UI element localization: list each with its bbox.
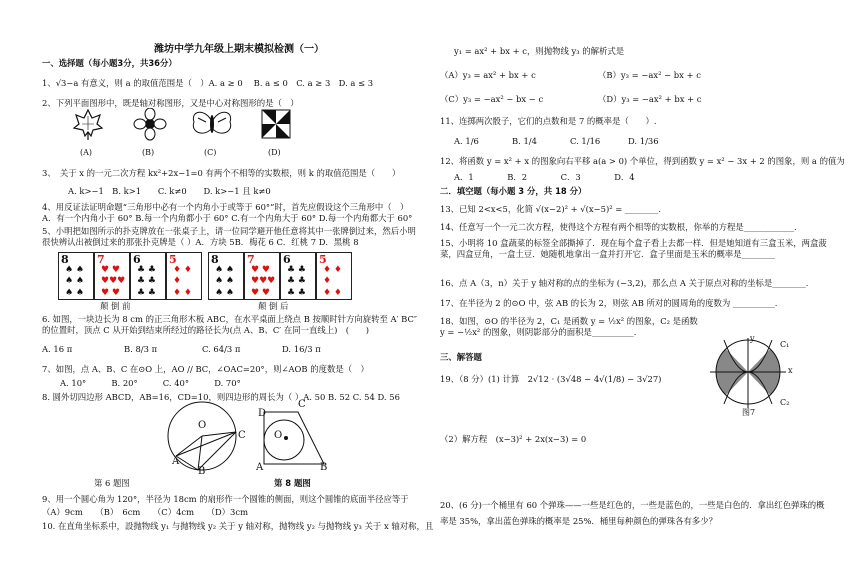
q10-continued: y₁ = ax² + bx + c，则抛物线 y₃ 的解析式是	[454, 46, 625, 56]
q6-option-c: C. 64/3 π	[202, 344, 241, 354]
question-11: 11、连掷两次骰子，它们的点数和是 7 的概率是（ ）.	[440, 116, 657, 126]
q2-label-b: (B)	[142, 148, 155, 157]
card-club-6-before: 6 ♣ ♣ ♣ ♣ ♣ ♣	[130, 252, 166, 300]
question-17: 17、在半径为 2 的⊙O 中，弦 AB 的长为 2，则弦 AB 所对的圆周角的度数为 __________.	[440, 298, 778, 308]
question-19-part-2: （2）解方程 (x−3)² + 2x(x−3) = 0	[440, 434, 587, 444]
q6-option-a: A. 16 π	[42, 344, 73, 354]
q11-option-a: A. 1/6	[454, 136, 479, 146]
question-14: 14、任意写一个一元二次方程，使得这个方程有两个相等的实数根，你举的方程是____________.	[440, 222, 797, 232]
section-1-heading: 一、选择题（每小题3分，共36分）	[42, 58, 177, 68]
question-12: 12、将函数 y = x² + x 的图象向右平移 a(a > 0) 个单位，得到函数 y = x² − 3x + 2 的图象，则 a 的值为	[440, 156, 845, 166]
question-10: 10. 在直角坐标系中，設抛物线 y₁ 与抛物线 y₂ 关于 y 轴对称，抛物线 y₂ 与抛物线 y₃ 关于 x 轴对称，且	[42, 521, 434, 531]
q11-option-b: B. 1/4	[512, 136, 537, 146]
fig8-label-b: B	[320, 462, 328, 473]
fig6-caption: 第 6 题图	[94, 478, 130, 488]
question-13: 13、已知 2<x<5，化简 √(x−2)² + √(x−5)² = ________.	[440, 204, 662, 214]
fig8-label-d: D	[258, 408, 267, 419]
card-diamond-5-after: 5 ♦ ♦ ♦ ♦ ♦	[316, 252, 352, 300]
card-spade-8-before: 8 ♠ ♠ ♠ ♠ ♠ ♠	[58, 252, 94, 300]
question-7: 7、如图，点 A、B、C 在⊙O 上，AO // BC，∠OAC=20°，则∠AOB 的度数是（ ）	[42, 364, 369, 374]
maple-leaf-icon	[74, 110, 102, 140]
butterfly-icon	[193, 112, 230, 133]
question-9: 9、用一个圆心角为 120°，半径为 18cm 的扇形作一个圆锥的侧面，则这个圆锥的底面半径应等于	[42, 494, 409, 504]
question-3: 3、 关于 x 的一元二次方程 kx²+2x−1=0 有两个不相等的实数根，则 k 的取值范围是（ ）	[42, 168, 401, 178]
question-20: 20、(6 分)一个桶里有 60 个弹珠——一些是红色的，一些是蓝色的，一些是白色的．拿出红色弹珠的概率是 35%，拿出蓝色弹珠的概率是 25%．桶里每种颜色的弹珠各有多少？	[440, 500, 825, 526]
fig7-label-c1: C₁	[780, 340, 790, 349]
question-6: 6. 如图，一块边长为 8 cm 的正三角形木板 ABC，在水平桌面上绕点 B 按顺时针方向旋转至 A′ BC″ 的位置时，顶点 C 从开始到结束所经过的路径长为(点 A、B、C′ 在同一直线上) ( )	[42, 314, 418, 335]
fig6-label-b: B	[198, 466, 206, 477]
fig7-label-x: x	[788, 366, 793, 375]
question-15: 15、小明将 10 盒蔬菜的标签全部撕掉了．现在每个盒子看上去都一样．但是她知道有三盒玉米，两盒菠菜，四盒豆角，一盒土豆．她随机地拿出一盒并打开它．盒子里面是玉米的概率是________	[440, 238, 827, 259]
question-5: 5、小明把如图所示的扑克牌放在一张桌子上，请一位同学避开他任意将其中一张牌倒过来，然后小明很快辨认出被倒过来的那张扑克牌是（ ）A．方块 5B．梅花 6 C．红桃 7 D．黑桃 8	[42, 226, 416, 247]
q6-option-d: D. 16/3 π	[282, 344, 321, 354]
page-title: 潍坊中学九年级上期末模拟检测（一）	[154, 44, 324, 55]
figure-8-quadrilateral	[258, 406, 348, 470]
question-19-part-1: 19、（8 分）(1) 计算 2√12 · (3√48 − 4√(1/8) − 3√27)	[440, 374, 662, 384]
q2-label-c: (C)	[204, 148, 217, 157]
q2-figures	[70, 108, 310, 148]
question-1: 1、√3−a 有意义，则 a 的取值范围是（ ）A. a ≥ 0 B. a ≤ 0 C. a ≥ 3 D. a ≤ 3	[42, 78, 374, 88]
cards-before-label: 颠 倒 前	[100, 301, 131, 311]
left-column	[42, 0, 434, 588]
figure-7-parabolas	[710, 338, 786, 408]
fig6-label-c: C	[238, 430, 246, 441]
question-16: 16、点 A（3，n）关于 y 轴对称的点的坐标为 (−3,2)，那么点 A 关于原点对称的坐标是________.	[440, 278, 809, 288]
question-8: 8. 圆外切四边形 ABCD，AB=16，CD=10，则四边形的周长为（ ）A. 50 B. 52 C. 54 D. 56	[42, 392, 400, 402]
card-heart-7-after: 7 ♥ ♥ ♥♥♥ ♥ ♥	[244, 252, 280, 300]
fig8-label-a: A	[256, 462, 264, 473]
question-2: 2、下列平面图形中，既是轴对称图形，又是中心对称图形的是（ ）	[42, 98, 299, 108]
q10-option-c: （C）y₃ = −ax² − bx − c	[440, 94, 544, 104]
cards-after-label: 颠 倒 后	[258, 301, 289, 311]
question-18: 18、如图，⊙O 的半径为 2，C₁ 是函数 y = ½x² 的图象，C₂ 是函数 y = −½x² 的图象，则阴影部分的面积是__________.	[440, 316, 698, 337]
fig7-label-c2: C₂	[780, 398, 790, 407]
fig7-label-y: y	[750, 334, 755, 343]
card-heart-7-before: 7 ♥ ♥ ♥♥♥ ♥ ♥	[94, 252, 130, 300]
card-diamond-5-before: 5 ♦ ♦ ♦ ♦ ♦	[166, 252, 202, 300]
q2-label-d: (D)	[268, 148, 281, 157]
question-7-options: A. 10° B. 20° C. 40° D. 70°	[60, 378, 241, 388]
fig8-caption: 第 8 题图	[274, 478, 311, 488]
fig7-caption: 图7	[742, 408, 756, 417]
q11-option-d: D. 1/36	[628, 136, 659, 146]
q10-option-d: （D）y₃ = −ax² + bx + c	[598, 94, 702, 104]
section-2-heading: 二．填空题（每小题 3 分，共 18 分）	[440, 186, 587, 196]
right-column	[440, 0, 845, 588]
fig6-label-a: A	[172, 456, 180, 467]
pinwheel-icon	[262, 110, 290, 138]
question-9-options: （A）9cm （B） 6cm （C）4cm （D）3cm	[42, 507, 249, 517]
question-4: 4、用反证法证明命题“三角形中必有一个内角小于或等于 60°”时，首先应假设这个三角形中（ ）A．有一个内角小于 60° B.每一个内角都小于 60° C.有一个内角大于 60° D.每一个内角都大于 60°	[42, 202, 413, 223]
fig8-label-c: C	[298, 399, 306, 410]
fig8-label-o: O	[274, 430, 283, 441]
q2-label-a: (A)	[80, 148, 93, 157]
question-3-options: A. k>−1 B. k>1 C. k≠0 D. k>−1 且 k≠0	[68, 186, 271, 196]
card-club-6-after: 6 ♣ ♣ ♣ ♣ ♣ ♣	[280, 252, 316, 300]
flower-icon	[134, 108, 166, 140]
card-spade-8-after: 8 ♠ ♠ ♠ ♠ ♠ ♠	[208, 252, 244, 300]
fig6-label-o: O	[198, 420, 207, 431]
q10-option-a: （A）y₃ = ax² + bx + c	[440, 70, 536, 80]
question-12-options: A．1 B．2 C．3 D．4	[454, 172, 635, 182]
q11-option-c: C. 1/16	[570, 136, 601, 146]
section-3-heading: 三、解答题	[440, 352, 482, 362]
q6-option-b: B. 8/3 π	[124, 344, 158, 354]
q10-option-b: （B）y₃ = −ax² − bx + c	[598, 70, 701, 80]
